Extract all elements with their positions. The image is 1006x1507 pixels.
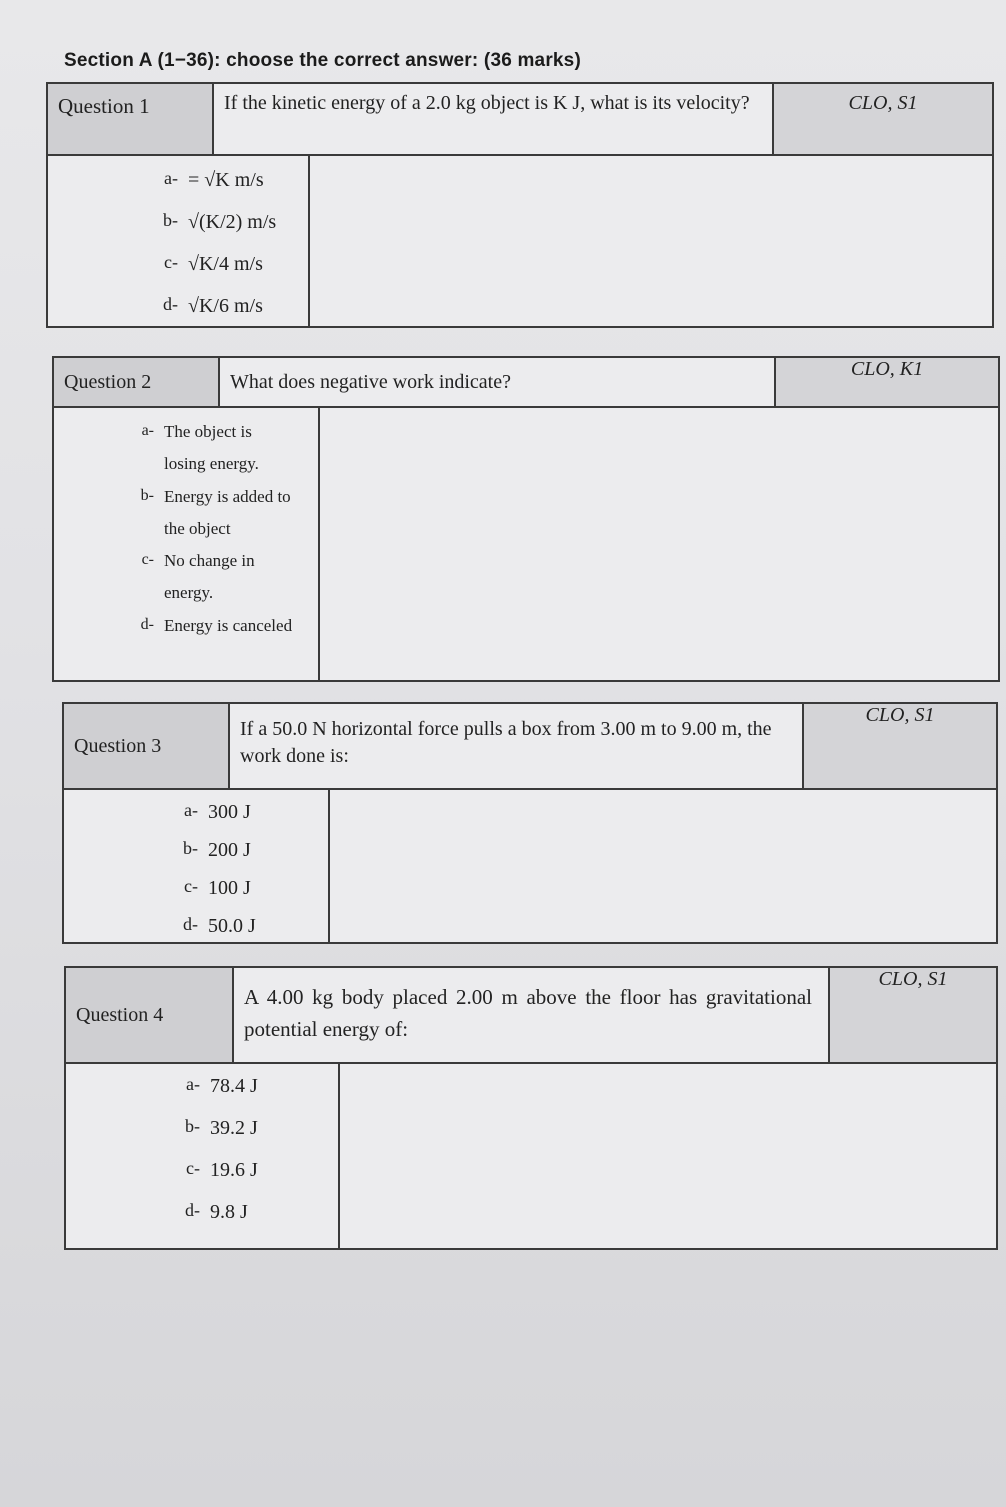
option-text: No change in energy. — [164, 551, 255, 603]
question-3-option-d[interactable] — [64, 910, 328, 942]
question-1-option-b[interactable] — [48, 206, 308, 238]
question-3-option-c[interactable] — [64, 872, 328, 904]
option-text: √K/6 m/s — [188, 295, 263, 317]
option-text: Energy is added to the object — [164, 486, 291, 538]
question-3-table — [62, 702, 998, 944]
question-4-clo: CLO, S1 — [828, 968, 996, 1062]
option-text: Energy is canceled — [164, 615, 293, 635]
option-letter: a- — [186, 1074, 200, 1094]
question-3-option-column — [64, 790, 330, 942]
question-3-header — [64, 704, 996, 790]
question-2-option-b[interactable] — [54, 481, 318, 546]
question-4-blank-cell — [340, 1064, 996, 1248]
question-2-option-a[interactable] — [54, 416, 318, 481]
option-letter: a- — [164, 168, 178, 188]
option-text: 100 J — [208, 877, 251, 899]
option-text: 50.0 J — [208, 915, 256, 937]
question-2-option-c[interactable] — [54, 545, 318, 610]
option-text: The object is losing energy. — [164, 422, 259, 474]
question-3-blank-cell — [330, 790, 996, 942]
question-2-options — [54, 408, 998, 680]
question-1-text: If the kinetic energy of a 2.0 kg object is K J, what is its velocity? — [224, 92, 750, 114]
question-4-table — [64, 966, 998, 1250]
question-1-option-a[interactable] — [48, 164, 308, 196]
option-letter: b- — [163, 210, 178, 230]
option-letter: c- — [141, 551, 154, 569]
option-text: √K/4 m/s — [188, 253, 263, 275]
question-1-options — [48, 156, 992, 326]
question-3-label: Question 3 — [64, 704, 230, 788]
question-4-option-column — [66, 1064, 340, 1248]
question-3-options — [64, 790, 996, 942]
option-letter: c- — [186, 1158, 200, 1178]
option-letter: b- — [140, 486, 154, 504]
option-letter: c- — [164, 252, 178, 272]
option-text: √(K/2) m/s — [188, 211, 277, 233]
option-text: 39.2 J — [210, 1117, 258, 1139]
question-2-blank-cell — [320, 408, 998, 680]
option-letter: b- — [185, 1116, 200, 1136]
question-4-text: A 4.00 kg body placed 2.00 m above the floor has gravitational potential energy of: — [244, 985, 812, 1041]
question-3-option-b[interactable] — [64, 834, 328, 866]
question-1-option-c[interactable] — [48, 248, 308, 280]
question-3-option-a[interactable] — [64, 796, 328, 828]
question-4-option-a[interactable] — [66, 1070, 338, 1102]
question-2-header — [54, 358, 998, 408]
option-letter: d- — [163, 294, 178, 314]
question-4-options — [66, 1064, 996, 1248]
question-4-header — [66, 968, 996, 1064]
question-4-option-b[interactable] — [66, 1112, 338, 1144]
question-1-option-d[interactable] — [48, 290, 308, 322]
question-2-table — [52, 356, 1000, 682]
question-1-label: Question 1 — [48, 84, 214, 154]
option-text: 78.4 J — [210, 1075, 258, 1097]
option-letter: a- — [141, 422, 154, 439]
question-2-label: Question 2 — [54, 358, 220, 406]
option-letter: d- — [140, 615, 154, 633]
option-letter: c- — [184, 876, 198, 896]
question-1-blank-cell — [310, 156, 992, 326]
question-2-option-d[interactable] — [54, 610, 318, 642]
question-3-clo: CLO, S1 — [802, 704, 996, 788]
question-3-text: If a 50.0 N horizontal force pulls a box from 3.00 m to 9.00 m, the work done is: — [240, 718, 772, 767]
question-1-option-column — [48, 156, 310, 326]
question-4-label: Question 4 — [66, 968, 234, 1062]
option-letter: d- — [185, 1200, 200, 1220]
option-text: = √K m/s — [188, 169, 264, 191]
option-letter: a- — [184, 800, 198, 820]
question-4-option-d[interactable] — [66, 1196, 338, 1228]
question-1-header — [48, 84, 992, 156]
question-2-text: What does negative work indicate? — [230, 370, 511, 393]
question-1-clo: CLO, S1 — [772, 84, 992, 154]
question-2-option-column — [54, 408, 320, 680]
section-title: Section A (1−36): choose the correct answer: (36 marks) — [64, 50, 581, 71]
option-letter: d- — [183, 914, 198, 934]
option-letter: b- — [183, 838, 198, 858]
question-2-clo: CLO, K1 — [774, 358, 998, 406]
option-text: 300 J — [208, 801, 251, 823]
option-text: 9.8 J — [210, 1201, 248, 1223]
question-4-option-c[interactable] — [66, 1154, 338, 1186]
question-1-table — [46, 82, 994, 328]
option-text: 19.6 J — [210, 1159, 258, 1181]
option-text: 200 J — [208, 839, 251, 861]
